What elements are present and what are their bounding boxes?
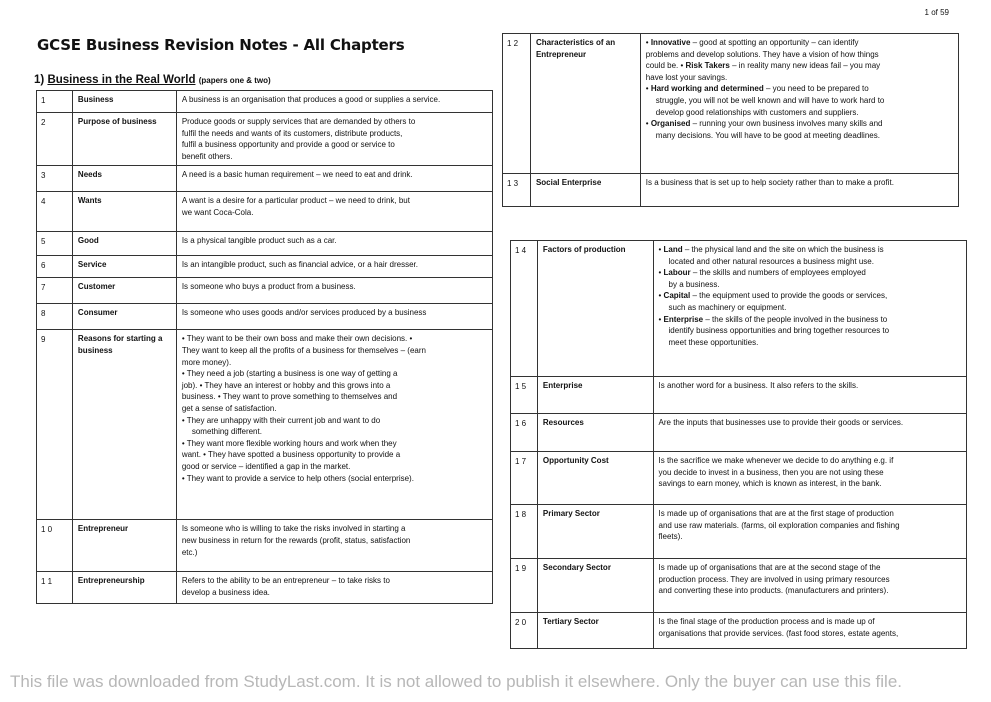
row-term: Customer — [72, 278, 176, 304]
definition-line: struggle, you will not be well known and will have to work hard to — [655, 95, 885, 105]
row-definition — [176, 91, 492, 113]
row-definition — [653, 377, 966, 414]
definition-line: • They need a job (starting a business is one way of getting a — [181, 369, 398, 379]
row-definition — [640, 34, 958, 174]
row-term: Needs — [72, 166, 176, 192]
row-number: 1 0 — [37, 520, 73, 572]
definition-line: job). • They have an interest or hobby and this grows into a — [181, 380, 391, 390]
definition-line: • Capital – the equipment used to provide the goods or services, — [658, 291, 888, 301]
definition-line: • Land – the physical land and the site on which the business is — [658, 245, 884, 254]
row-term: Characteristics of an Entrepreneur — [530, 34, 640, 174]
definition-line: • They want more flexible working hours and work when they — [181, 438, 397, 448]
definition-line: meet these opportunities. — [668, 337, 759, 347]
definition-line: fulfil a business opportunity and provide a good or service to — [181, 140, 395, 150]
definition-line: • Organised – running your own business involves many skills and — [645, 119, 883, 129]
table-row — [511, 452, 967, 505]
row-definition — [653, 414, 966, 452]
row-term: Secondary Sector — [537, 559, 653, 613]
row-term: Enterprise — [537, 377, 653, 414]
row-number: 1 2 — [503, 34, 531, 174]
row-term: Social Enterprise — [530, 174, 640, 207]
definition-line: more money). — [181, 357, 232, 367]
row-definition — [176, 192, 492, 232]
row-term: Purpose of business — [72, 113, 176, 166]
table-row — [37, 330, 493, 520]
definition-line: etc.) — [181, 547, 198, 557]
row-definition — [653, 241, 966, 377]
table-row — [37, 256, 493, 278]
row-definition — [176, 232, 492, 256]
row-term: Primary Sector — [537, 505, 653, 559]
definition-line: • They want to be their own boss and make their own decisions. • — [181, 334, 413, 344]
definition-line: A need is a basic human requirement – we need to eat and drink. — [181, 170, 413, 180]
table-row — [37, 520, 493, 572]
row-term: Consumer — [72, 304, 176, 330]
table-row — [37, 192, 493, 232]
definition-line: Is someone who buys a product from a business. — [181, 282, 356, 292]
table-row — [37, 572, 493, 604]
definition-line: • Labour – the skills and numbers of employees employed — [658, 268, 866, 278]
definition-line: by a business. — [668, 279, 720, 289]
table-row — [511, 377, 967, 414]
section-number: 1) — [34, 74, 45, 86]
definition-line: A want is a desire for a particular product – we need to drink, but — [181, 196, 410, 206]
definition-line: could be. • Risk Takers – in reality many new ideas fail – you may — [645, 61, 881, 71]
definition-line: and converting these into products. (manufacturers and printers). — [658, 586, 889, 596]
row-definition — [176, 256, 492, 278]
row-definition — [176, 113, 492, 166]
row-number: 1 8 — [511, 505, 538, 559]
table-row — [511, 505, 967, 559]
definition-line: many decisions. You will have to be good at meeting deadlines. — [655, 130, 880, 140]
row-number: 1 9 — [511, 559, 538, 613]
definition-line: problems and develop solutions. They have a vision of how things — [645, 49, 879, 59]
definition-line: located and other natural resources a business might use. — [668, 256, 874, 266]
row-term: Tertiary Sector — [537, 613, 653, 649]
definition-line: • Innovative – good at spotting an opportunity – can identify — [645, 38, 859, 47]
definition-line: new business in return for the rewards (profit, status, satisfaction — [181, 535, 411, 545]
row-term: Service — [72, 256, 176, 278]
row-term: Wants — [72, 192, 176, 232]
row-term: Opportunity Cost — [537, 452, 653, 505]
right-top-table — [502, 33, 959, 207]
definition-line: • Enterprise – the skills of the people involved in the business to — [658, 314, 888, 324]
table-row — [511, 559, 967, 613]
definition-line: Is someone who uses goods and/or services produced by a business — [181, 308, 427, 318]
definition-line: They want to keep all the profits of a business for themselves – (earn — [181, 345, 426, 355]
definition-line: have lost your savings. — [645, 72, 728, 82]
definition-line: identify business opportunities and bring together resources to — [668, 326, 890, 336]
table-row — [503, 34, 959, 174]
table-row — [511, 414, 967, 452]
definition-line: Is made up of organisations that are at the first stage of production — [658, 509, 894, 518]
left-table — [36, 90, 493, 604]
download-notice: This file was downloaded from StudyLast.com. It is not allowed to publish it elsewhere. Only the buyer can use this file. — [10, 672, 903, 691]
definition-line: good or service – identified a gap in the market. — [181, 461, 351, 471]
section-heading — [34, 74, 271, 86]
row-definition — [653, 452, 966, 505]
definition-line: such as machinery or equipment. — [668, 302, 787, 312]
definition-line: Is made up of organisations that are at the second stage of the — [658, 563, 881, 572]
definition-line: Is a business that is set up to help society rather than to make a profit. — [645, 178, 894, 187]
definition-line: fulfil the needs and wants of its customers, distribute products, — [181, 128, 403, 138]
page-title: GCSE Business Revision Notes - All Chapters — [37, 36, 405, 54]
row-number: 1 1 — [37, 572, 73, 604]
definition-line: Is the sacrifice we make whenever we decide to do anything e.g. if — [658, 456, 894, 465]
definition-line: Is a physical tangible product such as a car. — [181, 236, 337, 246]
definition-line: benefit others. — [181, 151, 233, 161]
definition-line: Is the final stage of the production process and is made up of — [658, 617, 875, 626]
table-row — [37, 232, 493, 256]
row-definition — [176, 520, 492, 572]
definition-line: Produce goods or supply services that are demanded by others to — [181, 117, 416, 126]
definition-line: Is someone who is willing to take the risks involved in starting a — [181, 524, 406, 534]
definition-line: A business is an organisation that produces a good or supplies a service. — [181, 95, 441, 104]
definition-line: savings to earn money, which is known as interest, in the bank. — [658, 479, 882, 489]
row-number: 1 5 — [511, 377, 538, 414]
row-definition — [176, 572, 492, 604]
row-term: Reasons for starting a business — [72, 330, 176, 520]
row-term: Good — [72, 232, 176, 256]
row-definition — [176, 330, 492, 520]
definition-line: Is an intangible product, such as financial advice, or a hair dresser. — [181, 260, 418, 270]
section-name: Business in the Real World — [47, 74, 196, 86]
definition-line: • They want to provide a service to help others (social enterprise). — [181, 473, 414, 483]
row-definition — [176, 278, 492, 304]
definition-line: • Hard working and determined – you need to be prepared to — [645, 84, 869, 94]
definition-line: develop good relationships with customers and suppliers. — [655, 107, 859, 117]
row-term: Entrepreneurship — [72, 572, 176, 604]
row-term: Resources — [537, 414, 653, 452]
definition-line: production process. They are involved in using primary resources — [658, 574, 890, 584]
definition-line: Is another word for a business. It also refers to the skills. — [658, 381, 859, 390]
table-row — [503, 174, 959, 207]
row-number: 1 3 — [503, 174, 531, 207]
definition-line: get a sense of satisfaction. — [181, 403, 277, 413]
row-term: Entrepreneur — [72, 520, 176, 572]
row-definition — [176, 166, 492, 192]
row-definition — [653, 613, 966, 649]
section-papers: (papers one & two) — [198, 76, 271, 85]
page-number: 1 of 59 — [924, 8, 949, 17]
row-number: 4 — [37, 192, 73, 232]
row-number: 5 — [37, 232, 73, 256]
row-number: 9 — [37, 330, 73, 520]
row-number: 2 0 — [511, 613, 538, 649]
row-definition — [653, 559, 966, 613]
row-number: 7 — [37, 278, 73, 304]
definition-line: want. • They have spotted a business opportunity to provide a — [181, 450, 401, 460]
row-term: Business — [72, 91, 176, 113]
definition-line: we want Coca-Cola. — [181, 207, 254, 217]
row-definition — [640, 174, 958, 207]
definition-line: Are the inputs that businesses use to provide their goods or services. — [658, 418, 904, 427]
table-row — [37, 91, 493, 113]
definition-line: develop a business idea. — [181, 587, 270, 597]
row-number: 1 — [37, 91, 73, 113]
definition-line: • They are unhappy with their current job and want to do — [181, 415, 381, 425]
table-row — [37, 166, 493, 192]
table-row — [37, 278, 493, 304]
row-number: 2 — [37, 113, 73, 166]
right-bottom-table — [510, 240, 967, 649]
row-term: Factors of production — [537, 241, 653, 377]
definition-line: Refers to the ability to be an entrepreneur – to take risks to — [181, 576, 390, 586]
definition-line: you decide to invest in a business, then you are not using these — [658, 467, 884, 477]
row-number: 8 — [37, 304, 73, 330]
table-row — [37, 113, 493, 166]
row-number: 1 7 — [511, 452, 538, 505]
row-number: 6 — [37, 256, 73, 278]
definition-line: and use raw materials. (farms, oil exploration companies and fishing — [658, 520, 900, 530]
row-definition — [653, 505, 966, 559]
table-row — [37, 304, 493, 330]
row-number: 3 — [37, 166, 73, 192]
definition-line: fleets). — [658, 532, 683, 542]
definition-line: something different. — [191, 427, 262, 437]
table-row — [511, 613, 967, 649]
row-number: 1 6 — [511, 414, 538, 452]
definition-line: business. • They want to prove something to themselves and — [181, 392, 398, 402]
table-row — [511, 241, 967, 377]
row-number: 1 4 — [511, 241, 538, 377]
definition-line: organisations that provide services. (fast food stores, estate agents, — [658, 628, 899, 638]
row-definition — [176, 304, 492, 330]
